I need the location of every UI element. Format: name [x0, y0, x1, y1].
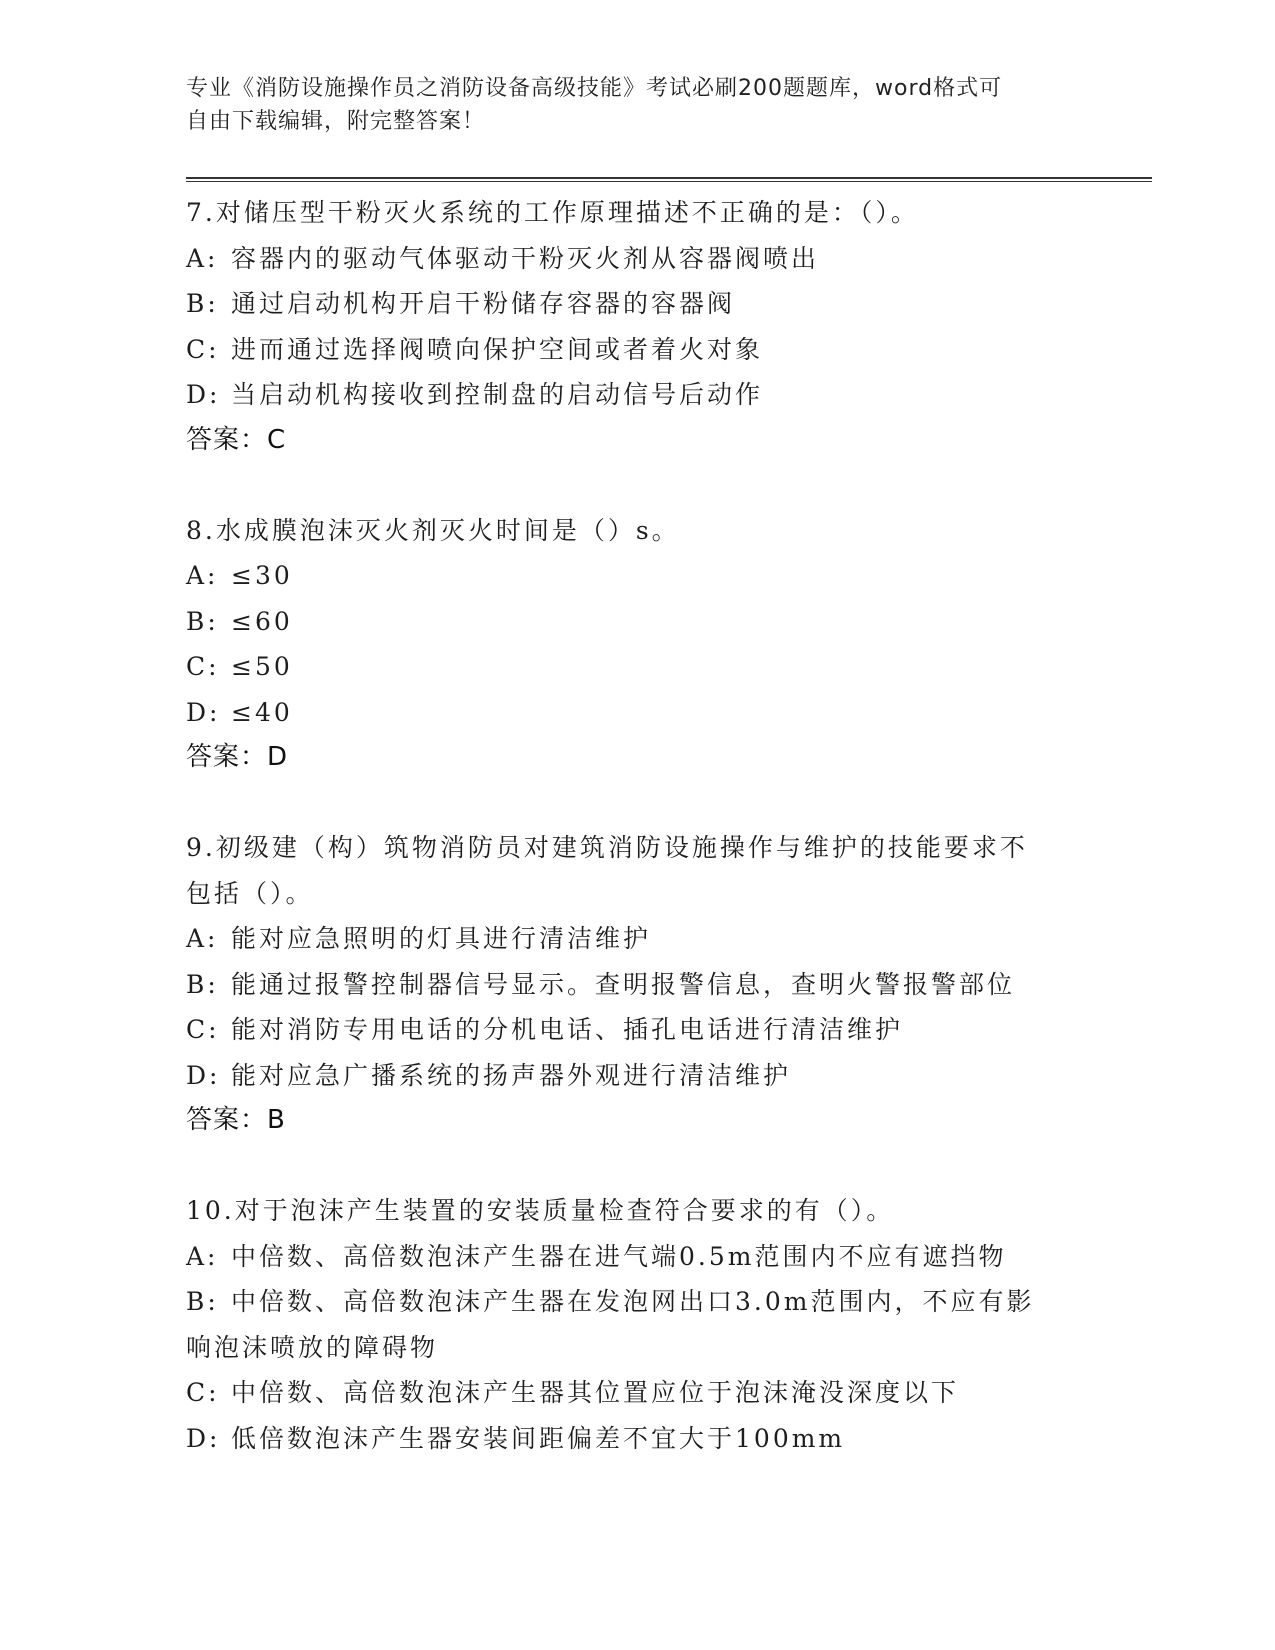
option-c — [186, 644, 1086, 690]
option-text: 通过启动机构开启干粉储存容器的容器阀 — [231, 289, 736, 318]
option-b — [186, 962, 1086, 1008]
option-letter: C: — [186, 652, 220, 681]
question-list — [186, 190, 1086, 1461]
option-c — [186, 1370, 1086, 1416]
option-letter: C: — [186, 1378, 220, 1407]
option-letter: B: — [186, 606, 219, 636]
option-letter: A: — [186, 924, 219, 953]
option-text: ≤50 — [231, 652, 293, 681]
option-text: 容器内的驱动气体驱动干粉灭火剂从容器阀喷出 — [231, 243, 820, 273]
question-spacer — [186, 1143, 1086, 1188]
option-text: 当启动机构接收到控制盘的启动信号后动作 — [231, 380, 764, 409]
option-letter: D: — [186, 1060, 221, 1090]
option-letter: B: — [186, 969, 219, 999]
question-7 — [186, 190, 1086, 463]
question-9 — [186, 825, 1086, 1143]
option-letter: B: — [186, 1287, 219, 1316]
option-letter: C: — [186, 1015, 220, 1044]
option-text: 能对应急广播系统的扬声器外观进行清洁维护 — [231, 1060, 792, 1090]
option-d — [186, 372, 1086, 418]
option-a — [186, 1234, 1086, 1280]
option-letter: C: — [186, 334, 220, 364]
option-text: 中倍数、高倍数泡沫产生器在进气端0.5m范围内不应有遮挡物 — [231, 1241, 1007, 1271]
option-text: ≤40 — [231, 697, 293, 727]
option-text: 能对应急照明的灯具进行清洁维护 — [231, 924, 652, 953]
option-letter: A: — [186, 243, 219, 273]
option-letter: D: — [186, 1423, 221, 1453]
option-letter: A: — [186, 1241, 219, 1271]
option-text: ≤30 — [231, 561, 293, 590]
option-text: 能通过报警控制器信号显示。查明报警信息，查明火警报警部位 — [231, 969, 1016, 999]
question-spacer — [186, 463, 1086, 508]
option-text: 中倍数、高倍数泡沫产生器其位置应位于泡沫淹没深度以下 — [231, 1378, 960, 1407]
option-letter: B: — [186, 289, 219, 318]
option-d — [186, 1053, 1086, 1099]
option-letter: D: — [186, 697, 221, 727]
option-letter: D: — [186, 380, 221, 409]
option-text: 能对消防专用电话的分机电话、插孔电话进行清洁维护 — [231, 1015, 904, 1044]
option-b-continued: 响泡沫喷放的障碍物 — [186, 1332, 439, 1362]
option-a — [186, 236, 1086, 282]
option-b — [186, 1279, 1086, 1325]
question-stem: 10.对于泡沫产生装置的安装质量检查符合要求的有（）。 — [186, 1196, 895, 1225]
page-header — [186, 72, 1086, 138]
answer-line: 答案：B — [186, 1105, 286, 1135]
question-stem-line-2: 包括（）。 — [186, 878, 314, 908]
option-letter: A: — [186, 561, 219, 590]
option-a — [186, 553, 1086, 599]
option-b — [186, 599, 1086, 645]
question-stem: 7.对储压型干粉灭火系统的工作原理描述不正确的是：（）。 — [186, 198, 919, 227]
answer-line: 答案：C — [186, 424, 287, 455]
option-c — [186, 1007, 1086, 1053]
option-a — [186, 916, 1086, 962]
option-text: 低倍数泡沫产生器安装间距偏差不宜大于100mm — [231, 1423, 846, 1453]
question-stem-line-1: 9.初级建（构）筑物消防员对建筑消防设施操作与维护的技能要求不 — [186, 833, 1028, 862]
header-line-1: 专业《消防设施操作员之消防设备高级技能》考试必刷200题题库，word格式可 — [186, 76, 1003, 101]
answer-line: 答案：D — [186, 742, 289, 772]
option-d — [186, 690, 1086, 736]
question-8 — [186, 508, 1086, 781]
question-10 — [186, 1188, 1086, 1461]
option-b — [186, 281, 1086, 327]
header-divider — [186, 177, 1152, 179]
header-line-2: 自由下载编辑，附完整答案！ — [186, 109, 486, 134]
question-stem: 8.水成膜泡沫灭火剂灭火时间是（）s。 — [186, 515, 680, 545]
header-divider-thin — [186, 181, 1152, 182]
option-text: 进而通过选择阀喷向保护空间或者着火对象 — [231, 334, 764, 364]
option-text: 中倍数、高倍数泡沫产生器在发泡网出口3.0m范围内，不应有影 — [231, 1287, 1035, 1316]
option-text: ≤60 — [231, 606, 293, 636]
option-d — [186, 1416, 1086, 1462]
question-spacer — [186, 780, 1086, 825]
option-c — [186, 327, 1086, 373]
